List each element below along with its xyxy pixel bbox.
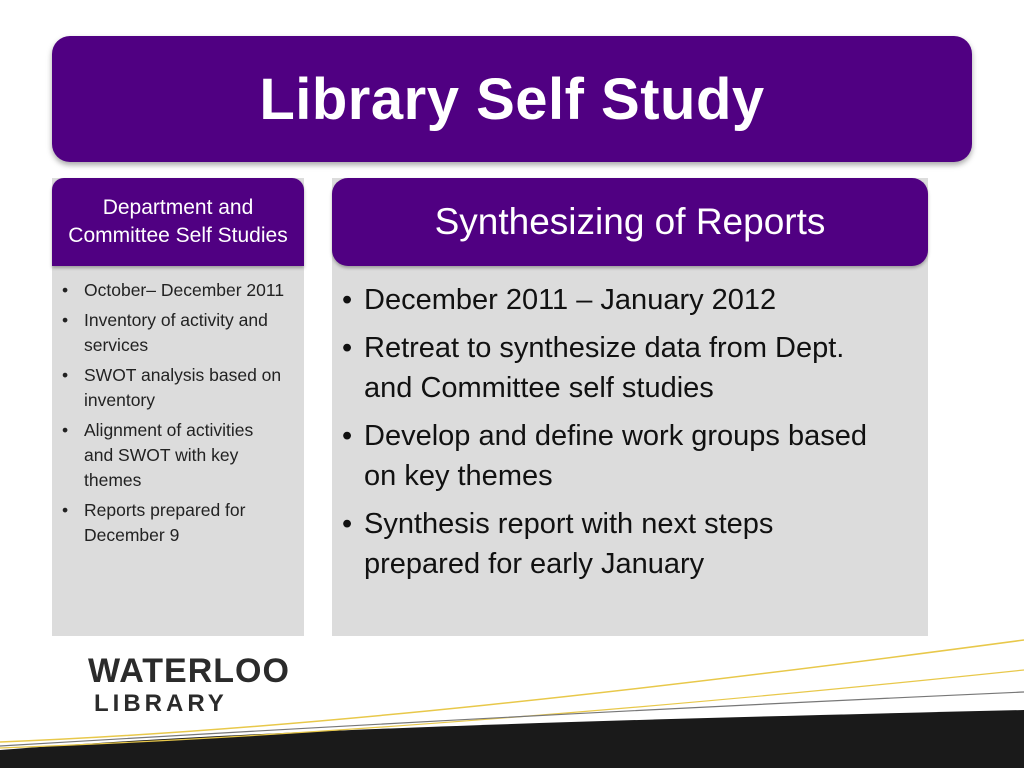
list-item: • Reports prepared for December 9 xyxy=(84,498,286,548)
logo-line-2: LIBRARY xyxy=(94,690,228,717)
right-panel-header: Synthesizing of Reports xyxy=(332,178,928,266)
list-item: • December 2011 – January 2012 xyxy=(364,280,888,320)
list-item: • Alignment of activities and SWOT with key themes xyxy=(84,418,286,493)
left-panel-header: Department and Committee Self Studies xyxy=(52,178,304,266)
left-panel xyxy=(52,178,304,636)
right-panel-list xyxy=(332,280,928,592)
list-item: • Synthesis report with next steps prepared for early January xyxy=(364,504,888,584)
waterloo-library-logo xyxy=(88,652,290,718)
logo-line-1: WATERLOO xyxy=(88,652,290,690)
slide-title: Library Self Study xyxy=(259,66,765,132)
list-item: • Inventory of activity and services xyxy=(84,308,286,358)
list-item: • SWOT analysis based on inventory xyxy=(84,363,286,413)
left-panel-list xyxy=(52,278,304,553)
right-panel xyxy=(332,178,928,636)
title-banner xyxy=(52,36,972,162)
list-item: • Retreat to synthesize data from Dept. and Committee self studies xyxy=(364,328,888,408)
list-item: • Develop and define work groups based on key themes xyxy=(364,416,888,496)
list-item: • October– December 2011 xyxy=(84,278,286,303)
